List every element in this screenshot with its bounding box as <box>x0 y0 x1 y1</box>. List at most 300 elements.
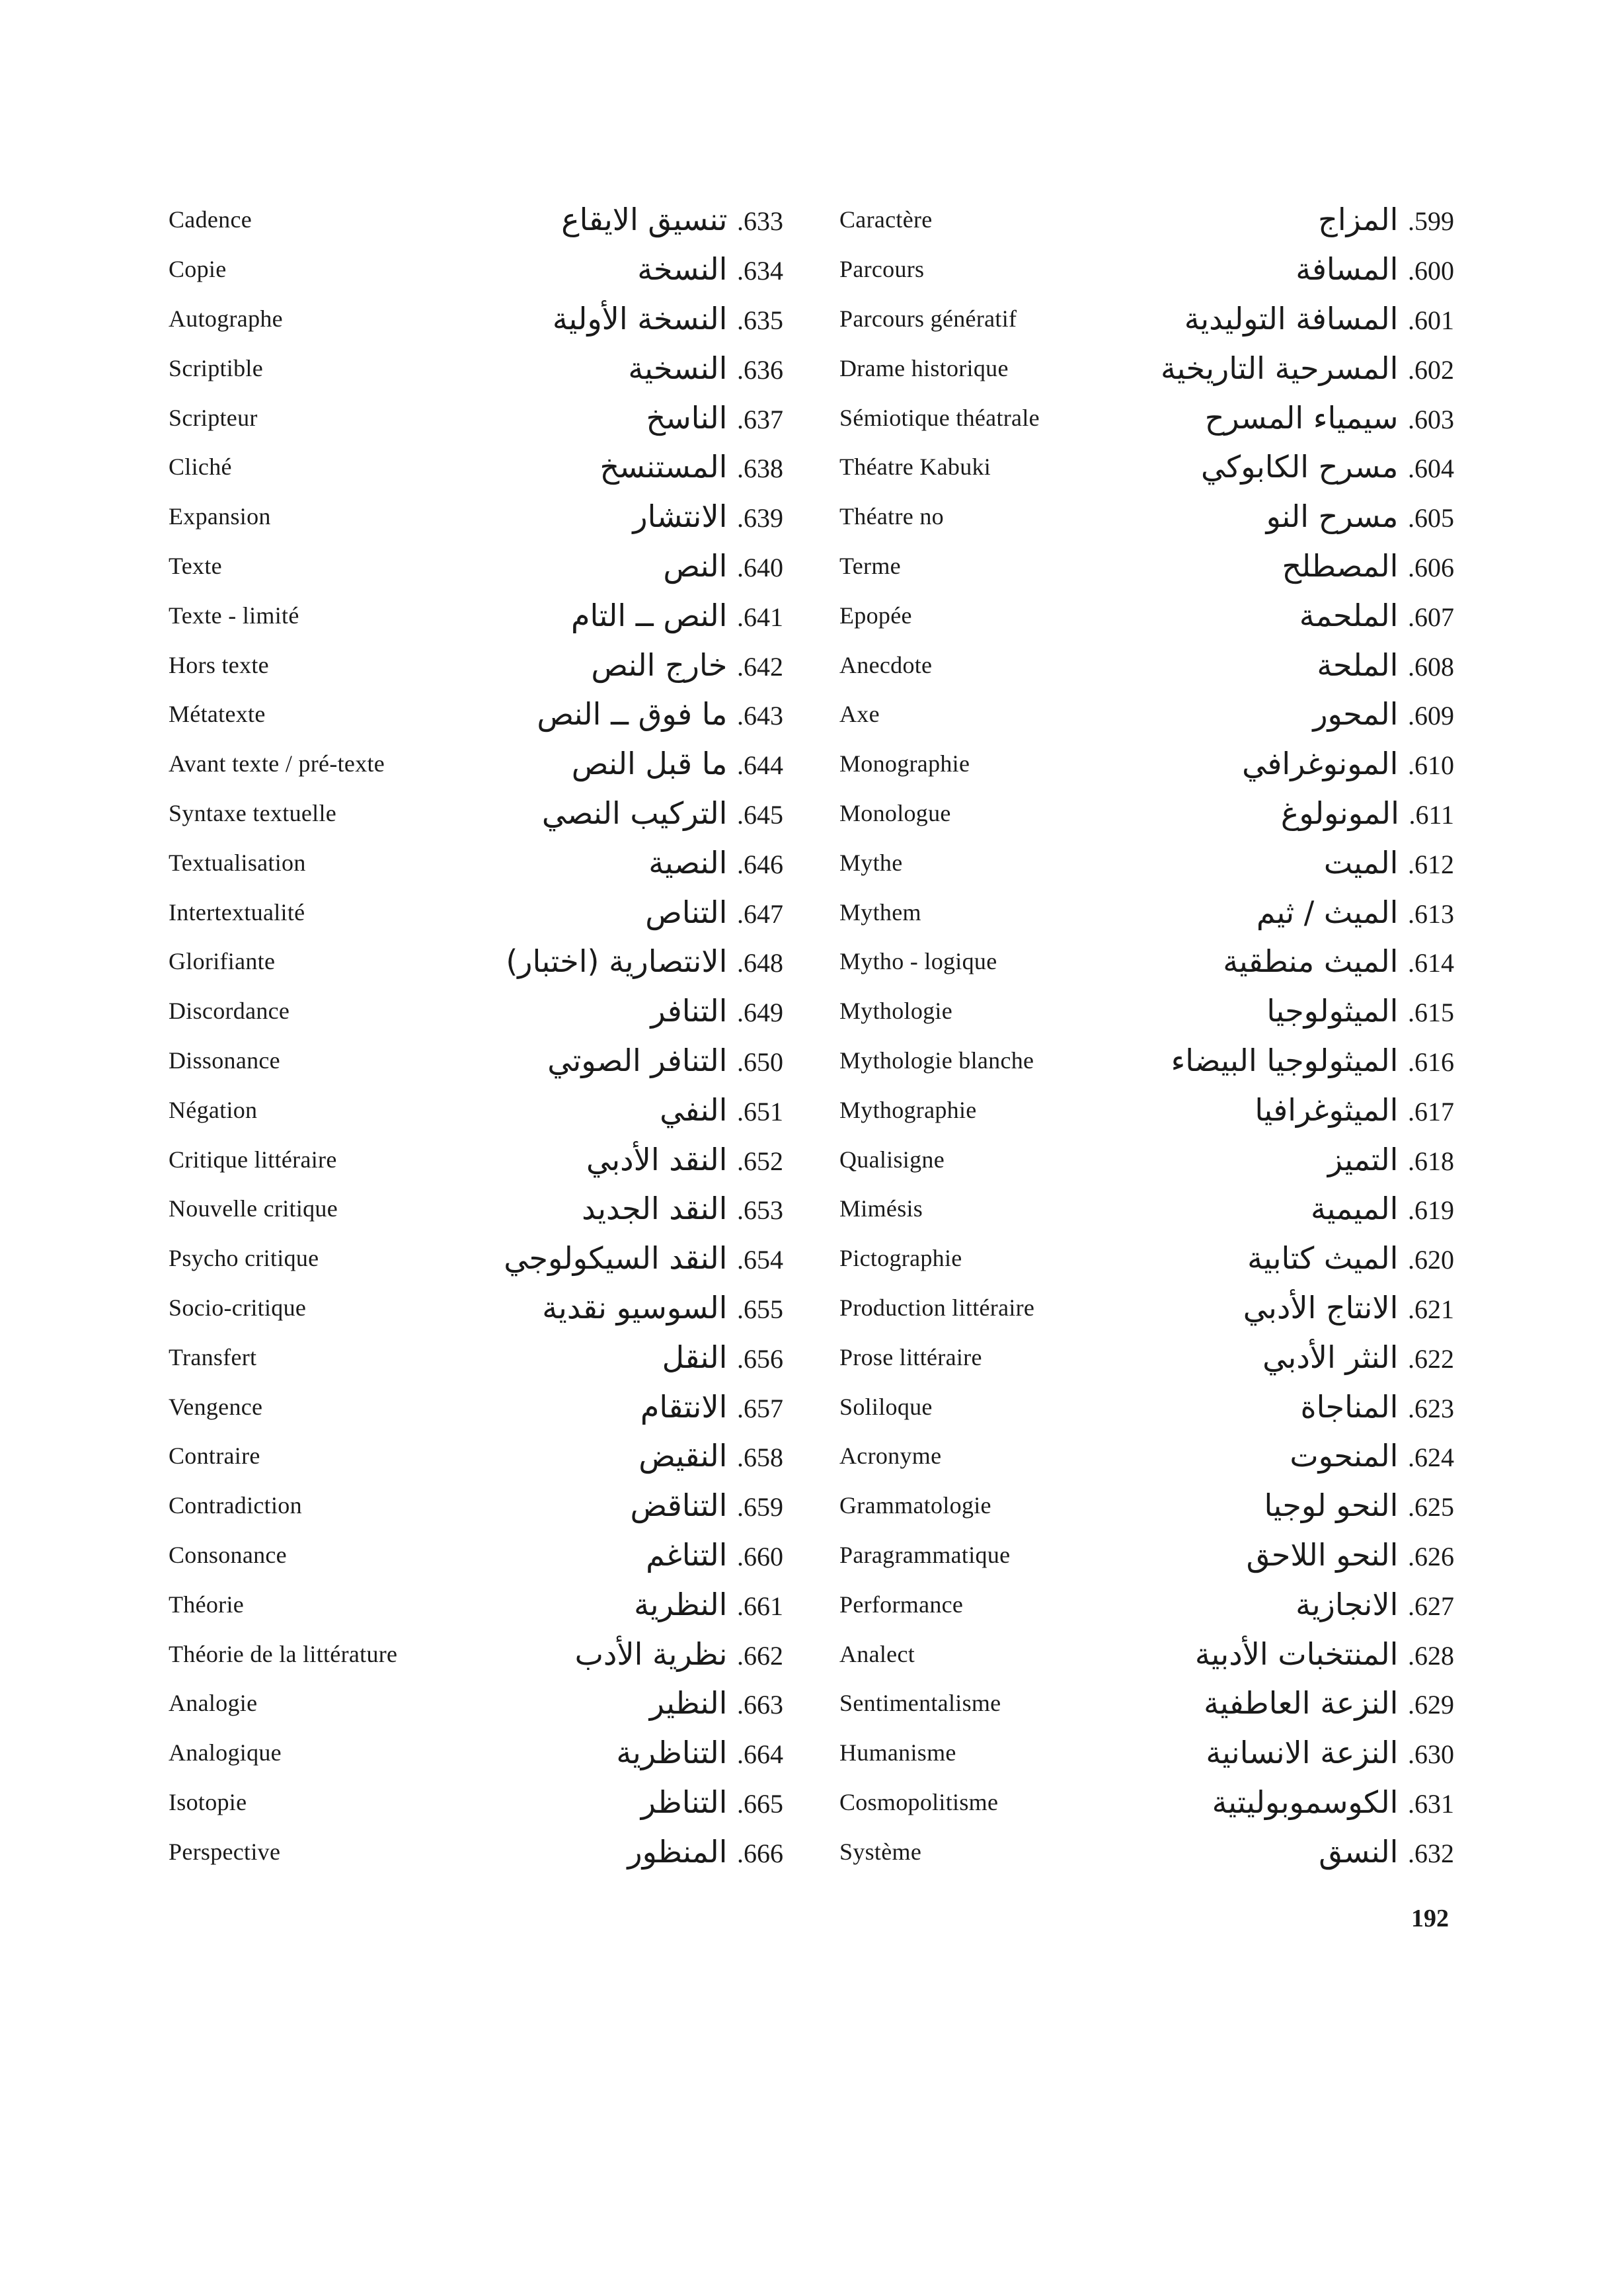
glossary-entry <box>839 1579 1474 1629</box>
arabic-term-text: الميثوغرافيا <box>1255 1091 1399 1128</box>
glossary-entry <box>839 1085 1474 1134</box>
french-term: Autographe <box>169 305 283 332</box>
arabic-term-text: المونولوغ <box>1280 795 1399 831</box>
glossary-entry <box>839 1134 1474 1184</box>
entry-number: 614 <box>1414 948 1454 978</box>
arabic-term: 652. النقد الأدبي <box>586 1141 783 1177</box>
arabic-term-text: الميمية <box>1310 1191 1399 1227</box>
glossary-entry <box>839 1778 1474 1827</box>
entry-number: 658 <box>744 1443 783 1473</box>
arabic-term-text: النسخة الأولية <box>552 300 728 336</box>
glossary-entry <box>839 1283 1474 1333</box>
glossary-entry <box>839 690 1474 739</box>
glossary-entry <box>839 442 1474 492</box>
arabic-term: 657. الانتقام <box>640 1388 783 1425</box>
glossary-entry <box>169 245 830 294</box>
glossary-entry <box>839 986 1474 1036</box>
entry-number: 628 <box>1414 1640 1454 1671</box>
glossary-entry <box>169 343 830 393</box>
glossary-entry <box>839 739 1474 789</box>
arabic-term: 602. المسرحية التاريخية <box>1161 350 1454 386</box>
arabic-term: 628. المنتخبات الأدبية <box>1194 1636 1454 1672</box>
french-term: Avant texte / pré-texte <box>169 750 385 777</box>
french-term: Pictographie <box>839 1245 962 1272</box>
french-term: Drame historique <box>839 354 1009 381</box>
arabic-term: 649. التنافر <box>650 993 783 1029</box>
arabic-term: 655. السوسيو نقدية <box>542 1289 783 1326</box>
entry-number: 617 <box>1414 1096 1454 1127</box>
glossary-entry <box>169 690 830 739</box>
arabic-term-text: النسخة <box>637 251 728 288</box>
glossary-entry <box>169 1679 830 1728</box>
glossary-entry <box>839 492 1474 541</box>
arabic-term-text: التنافر <box>650 993 728 1029</box>
arabic-term: 624. المنحوت <box>1290 1438 1454 1474</box>
arabic-term-text: النقد الأدبي <box>586 1141 728 1177</box>
arabic-term-text: المناجاة <box>1300 1388 1399 1425</box>
entry-number: 657 <box>744 1393 783 1423</box>
glossary-entry <box>169 1778 830 1827</box>
french-term: Hors texte <box>169 651 269 678</box>
french-term: Glorifiante <box>169 948 276 975</box>
entry-number: 602 <box>1414 354 1454 385</box>
glossary-entry <box>169 541 830 591</box>
glossary-entry <box>169 294 830 344</box>
entry-number: 615 <box>1414 998 1454 1028</box>
arabic-term: 656. النقل <box>662 1339 783 1375</box>
arabic-term-text: الميث منطقية <box>1223 943 1399 980</box>
arabic-term: 615. الميثولوجيا <box>1266 993 1454 1029</box>
arabic-term: 653. النقد الجديد <box>582 1191 783 1227</box>
arabic-term: 630. النزعة الانسانية <box>1206 1735 1454 1771</box>
entry-number: 654 <box>744 1245 783 1275</box>
glossary-entry <box>839 393 1474 442</box>
glossary-entry <box>169 1827 830 1876</box>
entry-number: 599 <box>1414 206 1454 237</box>
arabic-term-text: سيمياء المسرح <box>1204 399 1399 436</box>
entry-number: 644 <box>744 750 783 781</box>
arabic-term-text: النسخية <box>628 350 728 386</box>
arabic-term: 666. المنظور <box>627 1833 783 1870</box>
entry-number: 638 <box>744 454 783 484</box>
entry-number: 642 <box>744 651 783 682</box>
arabic-term-text: النقد الجديد <box>582 1191 728 1227</box>
arabic-term: 661. النظرية <box>634 1586 783 1622</box>
arabic-term: 606. المصطلح <box>1282 547 1454 584</box>
arabic-term: 662. نظرية الأدب <box>574 1636 783 1672</box>
arabic-term-text: النحو اللاحق <box>1246 1536 1399 1573</box>
glossary-entry <box>169 789 830 838</box>
french-term: Scriptible <box>169 354 263 381</box>
entry-number: 605 <box>1414 503 1454 534</box>
french-term: Monographie <box>839 750 970 777</box>
glossary-entry <box>169 1184 830 1234</box>
arabic-term-text: النص <box>663 547 728 584</box>
arabic-term-text: الميث كتابية <box>1247 1240 1399 1277</box>
entry-number: 660 <box>744 1541 783 1571</box>
arabic-term: 622. النثر الأدبي <box>1262 1339 1454 1375</box>
arabic-term-text: المصطلح <box>1282 547 1399 584</box>
french-term: Psycho critique <box>169 1245 319 1272</box>
arabic-term-text: الميت <box>1323 844 1399 881</box>
glossary-entry <box>169 1530 830 1580</box>
glossary-entry <box>839 343 1474 393</box>
arabic-term-text: الميث / ثيم <box>1256 894 1399 930</box>
arabic-term: 599. المزاج <box>1318 202 1454 238</box>
arabic-term-text: النظرية <box>634 1586 728 1622</box>
arabic-term-text: النقل <box>662 1339 728 1375</box>
arabic-term: 631. الكوسموبوليتية <box>1212 1784 1454 1820</box>
arabic-term: 637. الناسخ <box>646 399 783 436</box>
arabic-term-text: التناقض <box>630 1487 728 1524</box>
entry-number: 634 <box>744 256 783 286</box>
arabic-term-text: مسرح الكابوكي <box>1200 449 1399 485</box>
arabic-term-text: خارج النص <box>591 647 728 683</box>
french-term: Théatre no <box>839 503 944 530</box>
glossary-entry <box>839 640 1474 690</box>
arabic-term-text: التميز <box>1327 1141 1399 1177</box>
entry-number: 613 <box>1414 898 1454 929</box>
entry-number: 630 <box>1414 1739 1454 1770</box>
arabic-term: 647. التناص <box>645 894 783 930</box>
entry-number: 633 <box>744 206 783 237</box>
arabic-term-text: المحور <box>1313 696 1399 732</box>
arabic-term: 639. الانتشار <box>633 498 783 535</box>
arabic-term: 635. النسخة الأولية <box>552 300 783 336</box>
arabic-term: 638. المستنسخ <box>599 449 783 485</box>
arabic-term-text: الميثولوجيا <box>1266 993 1399 1029</box>
french-term: Expansion <box>169 503 271 530</box>
arabic-term-text: الانتاج الأدبي <box>1243 1289 1399 1326</box>
glossary-entry <box>169 1332 830 1382</box>
arabic-term-text: النقد السيكولوجي <box>504 1240 728 1277</box>
arabic-term-text: المسافة التوليدية <box>1184 300 1399 336</box>
french-term: Mythographie <box>839 1096 977 1123</box>
french-term: Paragrammatique <box>839 1541 1011 1568</box>
arabic-term-text: النفي <box>660 1091 728 1128</box>
entry-number: 604 <box>1414 454 1454 484</box>
french-term: Théatre Kabuki <box>839 454 991 481</box>
arabic-term-text: التنافر الصوتي <box>547 1042 728 1078</box>
french-term: Mythe <box>839 849 903 876</box>
arabic-term: 646. النصية <box>648 844 783 881</box>
glossary-entry <box>169 1629 830 1679</box>
arabic-term: 627. الانجازية <box>1295 1586 1454 1622</box>
arabic-term-text: المسافة <box>1295 251 1399 288</box>
arabic-term: 626. النحو اللاحق <box>1246 1536 1454 1573</box>
french-term: Cosmopolitisme <box>839 1788 999 1815</box>
entry-number: 641 <box>744 602 783 632</box>
arabic-term: 665. التناظر <box>640 1784 783 1820</box>
entry-number: 639 <box>744 503 783 534</box>
entry-number: 621 <box>1414 1294 1454 1324</box>
entry-number: 618 <box>1414 1146 1454 1176</box>
arabic-term: 645. التركيب النصي <box>541 795 783 831</box>
left-column <box>169 195 830 1876</box>
entry-number: 655 <box>744 1294 783 1324</box>
page-number: 192 <box>1411 1905 1449 1932</box>
entry-number: 612 <box>1414 849 1454 879</box>
french-term: Sémiotique théatrale <box>839 404 1040 431</box>
entry-number: 627 <box>1414 1591 1454 1621</box>
french-term: Transfert <box>169 1343 257 1370</box>
arabic-term: 643. ما فوق ــ النص <box>537 696 783 732</box>
entry-number: 661 <box>744 1591 783 1621</box>
arabic-term-text: الانجازية <box>1295 1586 1399 1622</box>
glossary-entry <box>839 1827 1474 1876</box>
entry-number: 623 <box>1414 1393 1454 1423</box>
entry-number: 663 <box>744 1690 783 1720</box>
french-term: Acronyme <box>839 1443 942 1470</box>
french-term: Grammatologie <box>839 1492 991 1519</box>
arabic-term: 605. مسرح النو <box>1266 498 1454 535</box>
french-term: Texte - limité <box>169 602 299 629</box>
arabic-term-text: الملحمة <box>1299 597 1399 633</box>
french-term: Sentimentalisme <box>839 1690 1001 1717</box>
french-term: Cliché <box>169 454 232 481</box>
entry-number: 610 <box>1414 750 1454 781</box>
glossary-entry <box>839 1332 1474 1382</box>
glossary-entry <box>169 442 830 492</box>
glossary-entry <box>839 294 1474 344</box>
entry-number: 624 <box>1414 1443 1454 1473</box>
arabic-term: 659. التناقض <box>630 1487 783 1524</box>
entry-number: 652 <box>744 1146 783 1176</box>
french-term: Consonance <box>169 1541 287 1568</box>
entry-number: 631 <box>1414 1788 1454 1819</box>
glossary-entry <box>839 590 1474 640</box>
entry-number: 609 <box>1414 701 1454 731</box>
entry-number: 647 <box>744 898 783 929</box>
glossary-entry <box>839 1382 1474 1431</box>
french-term: Monologue <box>839 799 951 826</box>
arabic-term: 663. النظير <box>649 1685 783 1722</box>
arabic-term: 633. تنسيق الايقاع <box>561 202 783 238</box>
arabic-term-text: المزاج <box>1318 202 1399 238</box>
french-term: Isotopie <box>169 1788 247 1815</box>
arabic-term-text: الملحة <box>1317 647 1399 683</box>
french-term: Intertextualité <box>169 898 305 926</box>
glossary-entry <box>839 1431 1474 1481</box>
arabic-term: 613. الميث / ثيم <box>1256 894 1454 930</box>
french-term: Vengence <box>169 1393 263 1420</box>
arabic-term: 616. الميثولوجيا البيضاء <box>1171 1042 1454 1078</box>
entry-number: 635 <box>744 305 783 335</box>
entry-number: 632 <box>1414 1838 1454 1868</box>
glossary-entry <box>169 937 830 986</box>
glossary-entry <box>169 1085 830 1134</box>
french-term: Epopée <box>839 602 912 629</box>
arabic-term: 601. المسافة التوليدية <box>1184 300 1454 336</box>
entry-number: 611 <box>1415 799 1454 830</box>
glossary-entry <box>839 1184 1474 1234</box>
arabic-term-text: النصية <box>648 844 728 881</box>
french-term: Négation <box>169 1096 258 1123</box>
glossary-entry <box>839 195 1474 245</box>
arabic-term: 623. المناجاة <box>1300 1388 1454 1425</box>
glossary-entry <box>169 986 830 1036</box>
entry-number: 648 <box>744 948 783 978</box>
glossary-entry <box>839 1629 1474 1679</box>
glossary-entry <box>169 1579 830 1629</box>
french-term: Cadence <box>169 206 252 233</box>
french-term: Analect <box>839 1640 915 1667</box>
french-term: Anecdote <box>839 651 933 678</box>
arabic-term: 641. النص ــ التام <box>570 597 783 633</box>
entry-number: 608 <box>1414 651 1454 682</box>
entry-number: 666 <box>744 1838 783 1868</box>
entry-number: 659 <box>744 1492 783 1523</box>
arabic-term-text: النزعة العاطفية <box>1204 1685 1399 1722</box>
glossary-entry <box>169 838 830 887</box>
french-term: Mythologie blanche <box>839 1047 1034 1074</box>
arabic-term-text: الناسخ <box>646 399 728 436</box>
arabic-term-text: التناغم <box>646 1536 728 1573</box>
french-term: Copie <box>169 256 227 283</box>
arabic-term: 608. الملحة <box>1317 647 1454 683</box>
glossary-entry <box>839 1530 1474 1580</box>
arabic-term-text: النزعة الانسانية <box>1206 1735 1399 1771</box>
entry-number: 603 <box>1414 404 1454 434</box>
glossary-entry <box>169 1234 830 1283</box>
french-term: Discordance <box>169 998 290 1025</box>
arabic-term: 600. المسافة <box>1295 251 1454 288</box>
glossary-entry <box>839 1036 1474 1086</box>
arabic-term: 664. التناظرية <box>616 1735 783 1771</box>
arabic-term: 621. الانتاج الأدبي <box>1243 1289 1454 1326</box>
arabic-term: 620. الميث كتابية <box>1247 1240 1454 1277</box>
french-term: Métatexte <box>169 701 266 728</box>
entry-number: 653 <box>744 1195 783 1226</box>
arabic-term-text: الكوسموبوليتية <box>1212 1784 1399 1820</box>
arabic-term-text: الانتقام <box>640 1388 728 1425</box>
french-term: Contraire <box>169 1443 260 1470</box>
french-term: Syntaxe textuelle <box>169 799 337 826</box>
glossary-entry <box>839 1234 1474 1283</box>
glossary-entry <box>169 1431 830 1481</box>
arabic-term-text: الميثولوجيا البيضاء <box>1171 1042 1399 1078</box>
arabic-term-text: السوسيو نقدية <box>542 1289 728 1326</box>
arabic-term-text: النص ــ التام <box>570 597 728 633</box>
entry-number: 607 <box>1414 602 1454 632</box>
glossary-entry <box>169 887 830 937</box>
entry-number: 619 <box>1414 1195 1454 1226</box>
entry-number: 646 <box>744 849 783 879</box>
french-term: Perspective <box>169 1838 281 1865</box>
arabic-term: 632. النسق <box>1319 1833 1454 1870</box>
glossary-entry <box>839 937 1474 986</box>
arabic-term: 625. النحو لوجيا <box>1264 1487 1454 1524</box>
french-term: Scripteur <box>169 404 258 431</box>
entry-number: 626 <box>1414 1541 1454 1571</box>
entry-number: 625 <box>1414 1492 1454 1523</box>
entry-number: 622 <box>1414 1343 1454 1374</box>
french-term: Dissonance <box>169 1047 280 1074</box>
french-term: Texte <box>169 552 222 579</box>
arabic-term: 617. الميثوغرافيا <box>1255 1091 1454 1128</box>
glossary-entry <box>839 1481 1474 1530</box>
french-term: Socio-critique <box>169 1294 307 1321</box>
arabic-term: 604. مسرح الكابوكي <box>1200 449 1454 485</box>
glossary-entry <box>169 492 830 541</box>
glossary-entry <box>839 887 1474 937</box>
arabic-term-text: نظرية الأدب <box>574 1636 728 1672</box>
arabic-term-text: المنتخبات الأدبية <box>1194 1636 1399 1672</box>
entry-number: 606 <box>1414 552 1454 582</box>
entry-number: 665 <box>744 1788 783 1819</box>
glossary-entry <box>169 640 830 690</box>
arabic-term: 607. الملحمة <box>1299 597 1454 633</box>
arabic-term-text: المستنسخ <box>599 449 728 485</box>
french-term: Nouvelle critique <box>169 1195 338 1222</box>
arabic-term: 651. النفي <box>660 1091 783 1128</box>
arabic-term: 609. المحور <box>1313 696 1454 732</box>
arabic-term-text: النحو لوجيا <box>1264 1487 1399 1524</box>
arabic-term-text: المسرحية التاريخية <box>1161 350 1399 386</box>
arabic-term: 611. المونولوغ <box>1280 795 1454 831</box>
arabic-term: 603. سيمياء المسرح <box>1204 399 1454 436</box>
entry-number: 643 <box>744 701 783 731</box>
french-term: Axe <box>839 701 880 728</box>
glossary-entry <box>169 739 830 789</box>
arabic-term-text: التناظر <box>640 1784 728 1820</box>
glossary-entry <box>169 1036 830 1086</box>
arabic-term: 636. النسخية <box>628 350 783 386</box>
arabic-term: 648. الانتصارية (اختبار) <box>506 943 783 980</box>
arabic-term-text: مسرح النو <box>1266 498 1399 535</box>
glossary-entry <box>169 1481 830 1530</box>
french-term: Performance <box>839 1591 964 1618</box>
glossary-entry <box>839 1679 1474 1728</box>
french-term: Mimésis <box>839 1195 923 1222</box>
entry-number: 620 <box>1414 1245 1454 1275</box>
french-term: Parcours <box>839 256 925 283</box>
french-term: Parcours génératif <box>839 305 1017 332</box>
french-term: Textualisation <box>169 849 306 876</box>
french-term: Terme <box>839 552 901 579</box>
french-term: Mytho - logique <box>839 948 997 975</box>
glossary-entry <box>839 1728 1474 1778</box>
entry-number: 640 <box>744 552 783 582</box>
french-term: Soliloque <box>839 1393 933 1420</box>
arabic-term: 610. المونوغرافي <box>1242 746 1454 782</box>
entry-number: 601 <box>1414 305 1454 335</box>
entry-number: 600 <box>1414 256 1454 286</box>
arabic-term: 634. النسخة <box>637 251 783 288</box>
entry-number: 662 <box>744 1640 783 1671</box>
french-term: Contradiction <box>169 1492 302 1519</box>
french-term: Prose littéraire <box>839 1343 982 1370</box>
glossary-entry <box>169 195 830 245</box>
french-term: Analogie <box>169 1690 258 1717</box>
arabic-term: 640. النص <box>663 547 783 584</box>
french-term: Qualisigne <box>839 1146 945 1173</box>
arabic-term: 629. النزعة العاطفية <box>1204 1685 1454 1722</box>
french-term: Théorie de la littérature <box>169 1640 398 1667</box>
right-column <box>839 195 1474 1876</box>
glossary-entry <box>169 393 830 442</box>
arabic-term: 644. ما قبل النص <box>571 746 783 782</box>
arabic-term: 658. النقيض <box>638 1438 783 1474</box>
arabic-term: 619. الميمية <box>1310 1191 1454 1227</box>
arabic-term-text: النظير <box>649 1685 728 1722</box>
glossary-entry <box>169 1728 830 1778</box>
glossary-entry <box>169 590 830 640</box>
arabic-term: 650. التنافر الصوتي <box>547 1042 783 1078</box>
glossary-entry <box>169 1283 830 1333</box>
arabic-term-text: المونوغرافي <box>1242 746 1399 782</box>
arabic-term-text: ما قبل النص <box>571 746 728 782</box>
